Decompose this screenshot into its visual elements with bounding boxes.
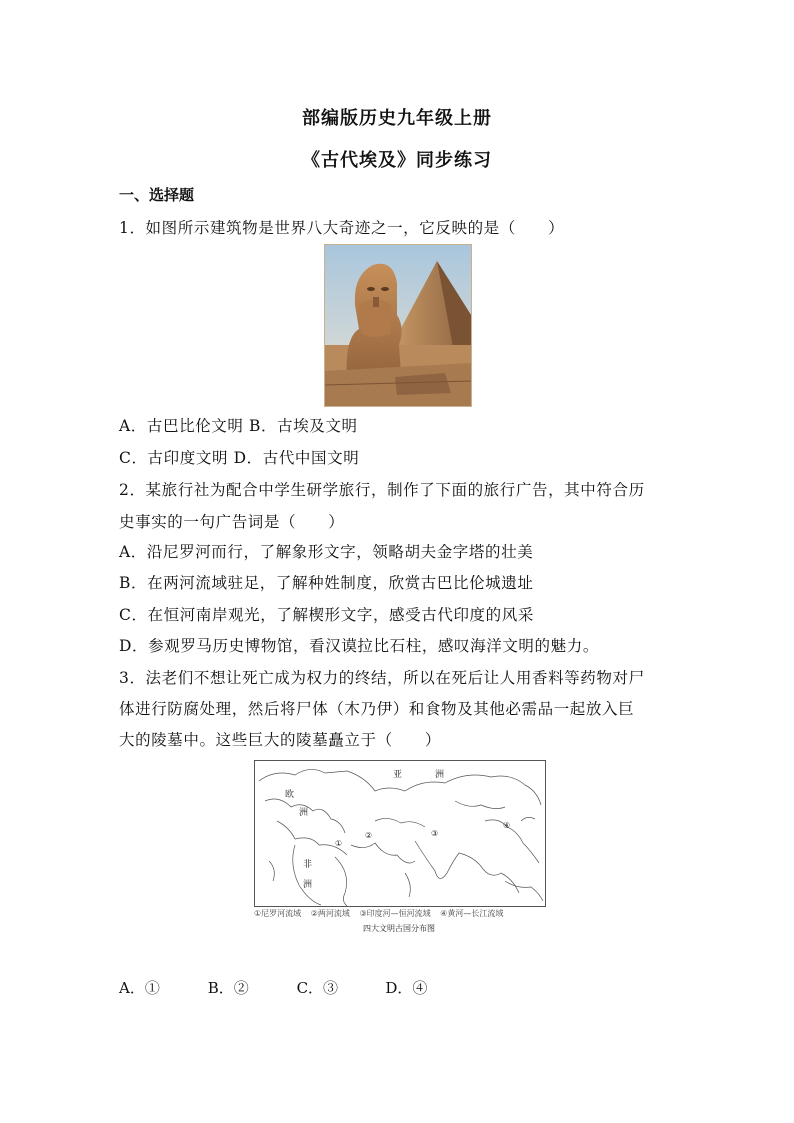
- question-2-stem-line-1: 2．某旅行社为配合中学生研学旅行，制作了下面的旅行广告，其中符合历: [119, 481, 645, 499]
- section-heading: 一、选择题: [119, 186, 195, 204]
- question-2-option-b: B．在两河流域驻足，了解种姓制度，欣赏古巴比伦城遗址: [119, 574, 534, 592]
- question-1-options-ab: A．古巴比伦文明 B．古埃及文明: [119, 417, 358, 435]
- legend-item-4: ④黄河—长江流域: [440, 909, 504, 918]
- map-marker-1: ①: [335, 839, 343, 848]
- map-marker-4: ④: [503, 821, 511, 830]
- map-label-asia-2: 洲: [435, 770, 445, 780]
- map-label-europe-1: 欧: [285, 790, 295, 800]
- question-2-option-a: A．沿尼罗河而行，了解象形文字，领略胡夫金字塔的壮美: [119, 543, 534, 561]
- legend-item-3: ③印度河—恒河流域: [359, 909, 431, 918]
- document-title: 部编版历史九年级上册: [302, 108, 492, 129]
- sphinx-pyramid-illustration: [325, 245, 471, 406]
- question-3-stem-line-2: 体进行防腐处理，然后将尸体（木乃伊）和食物及其他必需品一起放入巨: [119, 700, 635, 718]
- map-label-africa-2: 洲: [303, 880, 313, 890]
- question-3-stem-line-1: 3．法老们不想让死亡成为权力的终结，所以在死后让人用香料等药物对尸: [119, 669, 645, 687]
- map-caption: 四大文明古国分布图: [363, 924, 435, 933]
- map-label-africa-1: 非: [303, 860, 313, 870]
- document-subtitle: 《古代埃及》同步练习: [302, 150, 492, 171]
- question-3-option-b: B．②: [207, 979, 249, 997]
- map-label-asia-1: 亚: [393, 770, 403, 780]
- map-legend: [254, 908, 564, 919]
- question-3-option-a: A．①: [119, 979, 160, 997]
- sphinx-pyramid-photo: [324, 244, 472, 407]
- question-1-stem: 1．如图所示建筑物是世界八大奇迹之一，它反映的是（ ）: [119, 219, 565, 237]
- map-label-europe-2: 洲: [299, 808, 309, 818]
- question-3-option-d: D．④: [385, 979, 428, 997]
- question-2-option-c: C．在恒河南岸观光，了解楔形文字，感受古代印度的风采: [119, 606, 534, 624]
- legend-item-2: ②两河流域: [310, 909, 350, 918]
- map-marker-2: ②: [365, 831, 373, 840]
- map-marker-3: ③: [431, 829, 439, 838]
- question-2-stem-line-2: 史事实的一句广告词是（ ）: [119, 513, 345, 531]
- question-3-options: [119, 977, 469, 998]
- legend-item-1: ①尼罗河流域: [254, 909, 302, 918]
- question-2-option-d: D．参观罗马历史博物馆，看汉谟拉比石柱，感叹海洋文明的魅力。: [119, 637, 599, 655]
- question-3-stem-line-3: 大的陵墓中。这些巨大的陵墓矗立于（ ）: [119, 731, 442, 749]
- ancient-civilizations-map: [254, 760, 546, 907]
- question-1-options-cd: C．古印度文明 D．古代中国文明: [119, 449, 360, 467]
- map-outline: [255, 761, 545, 906]
- question-3-option-c: C．③: [296, 979, 339, 997]
